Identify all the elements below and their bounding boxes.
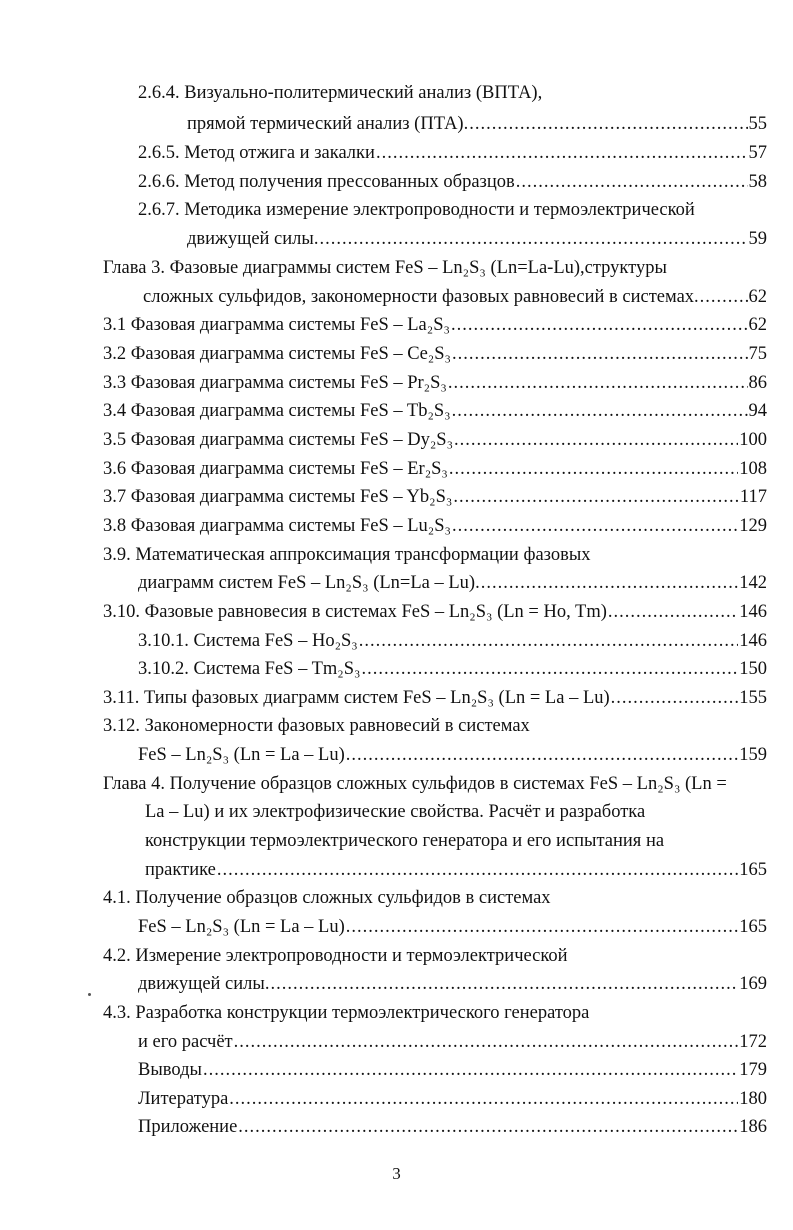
toc-entry-text: Выводы: [138, 1060, 202, 1080]
page-number: 3: [392, 1164, 401, 1183]
toc-entry: [103, 311, 767, 339]
dot-leader: [608, 598, 738, 626]
dot-leader: [362, 655, 739, 683]
toc-entry-text: 3.10.2. Система FeS – Tm₂S₃: [138, 659, 361, 679]
dot-leader: [700, 283, 748, 311]
dot-leader: [611, 684, 739, 712]
toc-entry: [103, 512, 767, 540]
toc-entry: [103, 884, 551, 912]
toc-page-number: 165: [739, 860, 767, 880]
toc-entry: [103, 999, 589, 1027]
toc-page-number: 94: [748, 401, 767, 421]
dot-leader: [270, 970, 738, 998]
toc-entry-text: 4.2. Измерение электропроводности и термоэлектрической: [103, 946, 568, 966]
toc-page-number: 172: [739, 1032, 767, 1052]
toc-entry: [103, 541, 591, 569]
toc-entry: [187, 110, 767, 138]
toc-page-number: 169: [739, 974, 767, 994]
toc-page-number: 75: [748, 344, 767, 364]
dot-leader: [453, 483, 739, 511]
toc-entry: [138, 970, 767, 998]
toc-entry-text: прямой термический анализ (ПТА).: [187, 114, 469, 134]
dot-leader: [376, 139, 748, 167]
toc-entry: [103, 455, 767, 483]
dot-leader: [319, 225, 747, 253]
toc-page-number: 108: [739, 459, 767, 479]
toc-page-number: 59: [748, 229, 767, 249]
toc-entry-text: Литература: [138, 1089, 229, 1109]
toc-entry: [138, 1113, 767, 1141]
toc-entry: [138, 569, 767, 597]
toc-entry-text: FeS – Ln₂S₃ (Ln = La – Lu): [138, 745, 345, 765]
dot-leader: [448, 369, 748, 397]
toc-entry: [103, 598, 767, 626]
toc-entry-text: 3.4 Фазовая диаграмма системы FeS – Tb₂S₃: [103, 401, 451, 421]
toc-entry-text: 3.12. Закономерности фазовых равновесий в системах: [103, 716, 530, 736]
toc-entry-text: Глава 3. Фазовые диаграммы систем FeS – Ln₂S₃ (Ln=La-Lu),структуры: [103, 258, 667, 278]
toc-entry: [138, 627, 767, 655]
toc-entry-text: движущей силы.: [138, 974, 270, 994]
toc-entry-text: 3.11. Типы фазовых диаграмм систем FeS – Ln₂S₃ (Ln = La – Lu): [103, 688, 610, 708]
dot-leader: [234, 1028, 739, 1056]
toc-entry-text: 2.6.6. Метод получения прессованных образцов: [138, 172, 515, 192]
dot-leader: [451, 311, 748, 339]
toc-page-number: 165: [739, 917, 767, 937]
toc-page-number: 142: [739, 573, 767, 593]
toc-entry: [138, 655, 767, 683]
toc-entry: [103, 942, 568, 970]
toc-entry-text: 3.8 Фазовая диаграмма системы FeS – Lu₂S₃: [103, 516, 451, 536]
toc-page-number: 155: [739, 688, 767, 708]
toc-entry: [145, 798, 645, 826]
toc-entry: [187, 225, 767, 253]
toc-entry: [138, 79, 542, 107]
toc-entry-text: и его расчёт: [138, 1032, 233, 1052]
scan-speck: [88, 993, 91, 996]
toc-entry: [138, 196, 695, 224]
toc-page-number: 186: [739, 1117, 767, 1137]
toc-page-number: 117: [739, 487, 767, 507]
toc-entry-text: движущей силы.: [187, 229, 319, 249]
toc-entry: [143, 283, 767, 311]
toc-entry-text: 2.6.7. Методика измерение электропроводности и термоэлектрической: [138, 200, 695, 220]
dot-leader: [229, 1085, 738, 1113]
toc-entry: [138, 1028, 767, 1056]
toc-entry: [145, 856, 767, 884]
toc-entry: [138, 168, 767, 196]
toc-entry-text: 3.7 Фазовая диаграмма системы FeS – Yb₂S₃: [103, 487, 453, 507]
toc-page-number: 150: [739, 659, 767, 679]
toc-entry: [103, 369, 767, 397]
toc-page-number: 57: [748, 143, 767, 163]
dot-leader: [516, 168, 748, 196]
toc-entry-text: 3.10.1. Система FeS – Ho₂S₃: [138, 631, 358, 651]
toc-page-number: 179: [739, 1060, 767, 1080]
toc-entry-text: 3.9. Математическая аппроксимация трансформации фазовых: [103, 545, 591, 565]
toc-entry: [103, 254, 667, 282]
toc-entry: [103, 340, 767, 368]
dot-leader: [217, 856, 738, 884]
toc-page-number: 62: [748, 315, 767, 335]
toc-page-number: 100: [739, 430, 767, 450]
toc-entry-text: 3.3 Фазовая диаграмма системы FeS – Pr₂S₃: [103, 373, 447, 393]
toc-entry-text: 2.6.4. Визуально-политермический анализ (ВПТА),: [138, 83, 543, 103]
toc-entry: [103, 483, 767, 511]
dot-leader: [346, 913, 738, 941]
toc-page-number: 55: [748, 114, 767, 134]
toc-page-number: 62: [748, 287, 767, 307]
dot-leader: [481, 569, 739, 597]
toc-page-number: 129: [739, 516, 767, 536]
toc-page-number: 146: [739, 631, 767, 651]
toc-page-number: 180: [739, 1089, 767, 1109]
toc-entry: [103, 712, 530, 740]
toc-entry-text: практике: [145, 860, 216, 880]
toc-entry: [138, 139, 767, 167]
toc-entry-text: 4.1. Получение образцов сложных сульфидов в системах: [103, 888, 551, 908]
toc-entry-text: конструкции термоэлектрического генератора и его испытания на: [145, 831, 665, 851]
toc-entry: [103, 397, 767, 425]
toc-page-number: 86: [748, 373, 767, 393]
toc-entry: [138, 741, 767, 769]
toc-entry-text: Глава 4. Получение образцов сложных сульфидов в системах FeS – Ln₂S₃ (Ln =: [103, 774, 727, 794]
toc-entry-text: La – Lu) и их электрофизические свойства. Расчёт и разработка: [145, 802, 646, 822]
toc-entry-text: диаграмм систем FeS – Ln₂S₃ (Ln=La – Lu).: [138, 573, 480, 593]
dot-leader: [454, 426, 738, 454]
dot-leader: [449, 455, 738, 483]
toc-entry: [103, 684, 767, 712]
toc-entry-text: 2.6.5. Метод отжига и закалки: [138, 143, 375, 163]
toc-entry: [138, 1085, 767, 1113]
toc-entry: [103, 770, 727, 798]
dot-leader: [452, 512, 738, 540]
toc-page-number: 58: [748, 172, 767, 192]
dot-leader: [452, 397, 748, 425]
toc-entry-text: 4.3. Разработка конструкции термоэлектрического генератора: [103, 1003, 590, 1023]
toc-entry: [138, 913, 767, 941]
toc-entry: [103, 426, 767, 454]
dot-leader: [452, 340, 748, 368]
toc-entry-text: 3.2 Фазовая диаграмма системы FeS – Ce₂S₃: [103, 344, 451, 364]
toc-entry-text: 3.6 Фазовая диаграмма системы FeS – Er₂S₃: [103, 459, 448, 479]
toc-entry: [138, 1056, 767, 1084]
toc-page-number: 146: [739, 602, 767, 622]
dot-leader: [238, 1113, 738, 1141]
toc-entry-text: Приложение: [138, 1117, 238, 1137]
toc-page-number: 159: [739, 745, 767, 765]
toc-entry-text: 3.1 Фазовая диаграмма системы FeS – La₂S₃: [103, 315, 450, 335]
toc-entry-text: FeS – Ln₂S₃ (Ln = La – Lu): [138, 917, 345, 937]
toc-entry-text: сложных сульфидов, закономерности фазовых равновесий в системах.: [143, 287, 699, 307]
dot-leader: [359, 627, 738, 655]
dot-leader: [203, 1056, 738, 1084]
toc-entry: [145, 827, 664, 855]
toc-entry-text: 3.10. Фазовые равновесия в системах FeS – Ln₂S₃ (Ln = Ho, Tm): [103, 602, 607, 622]
dot-leader: [346, 741, 738, 769]
dot-leader: [469, 110, 747, 138]
toc-entry-text: 3.5 Фазовая диаграмма системы FeS – Dy₂S₃: [103, 430, 454, 450]
